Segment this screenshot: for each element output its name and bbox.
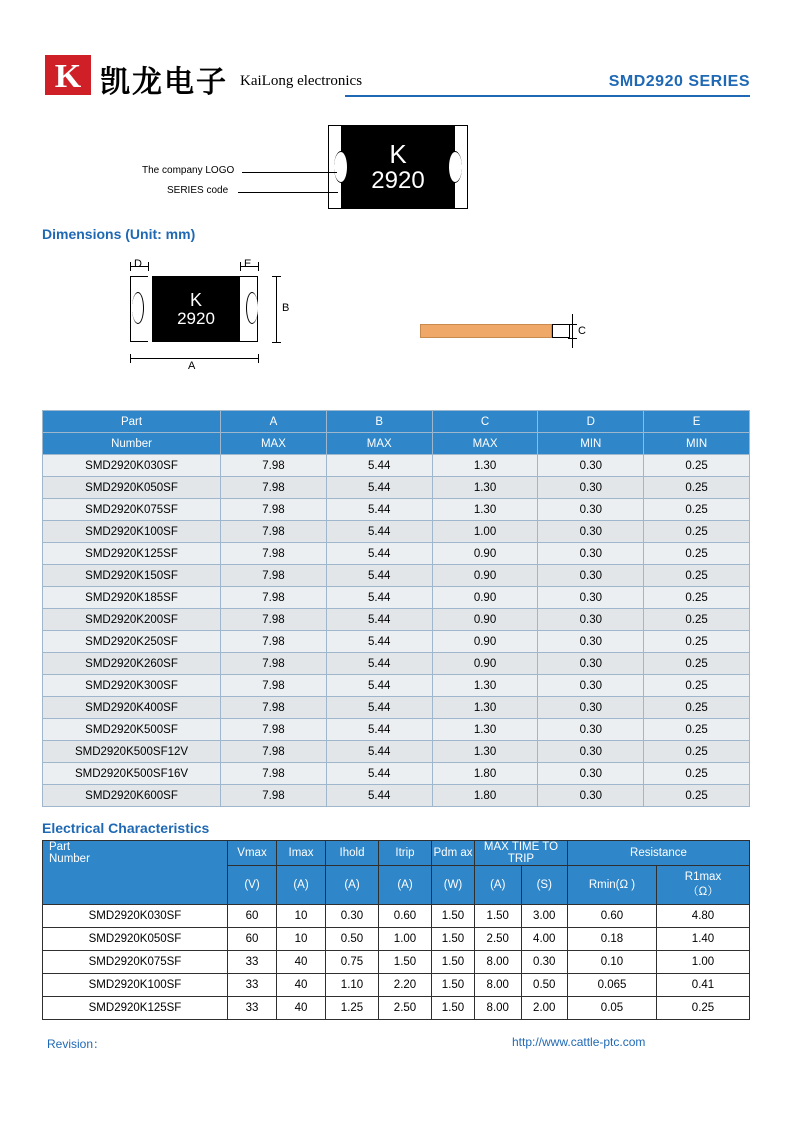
dim-cell-value: 0.30 [538, 741, 644, 763]
callout-line-logo [242, 172, 337, 173]
dim-label-a: A [188, 360, 196, 372]
dim-tick-a-right [258, 354, 259, 363]
elec-unit-r1max [657, 866, 750, 905]
elec-cell-value: 0.50 [326, 928, 379, 951]
elec-header-row-1 [43, 841, 750, 866]
elec-cell-value: 1.25 [326, 997, 379, 1020]
dim-cell-part-number: SMD2920K100SF [43, 521, 221, 543]
elec-cell-value: 0.60 [568, 905, 657, 928]
table-row [43, 653, 750, 675]
elec-header-resistance: Resistance [568, 841, 750, 866]
dim-cell-value: 0.90 [432, 543, 538, 565]
elec-cell-value: 1.50 [432, 997, 475, 1020]
dim-cell-part-number: SMD2920K075SF [43, 499, 221, 521]
dim-marking [152, 276, 240, 342]
dim-cell-value: 7.98 [221, 741, 327, 763]
table-row [43, 587, 750, 609]
elec-header-imax: Imax [277, 841, 326, 866]
dim-cell-value: 7.98 [221, 653, 327, 675]
dim-label-c: C [578, 325, 586, 337]
table-row [43, 477, 750, 499]
dim-cell-value: 0.30 [538, 631, 644, 653]
dim-cell-value: 5.44 [326, 543, 432, 565]
dimensions-side-view-drawing [420, 310, 590, 360]
dim-cell-part-number: SMD2920K050SF [43, 477, 221, 499]
elec-cell-part-number: SMD2920K075SF [43, 951, 228, 974]
dim-marking-series: 2920 [177, 308, 215, 328]
company-logo-icon: K [45, 55, 91, 99]
dim-header-b-max: MAX [326, 433, 432, 455]
table-row [43, 455, 750, 477]
dim-cell-part-number: SMD2920K185SF [43, 587, 221, 609]
dim-cell-value: 0.25 [644, 785, 750, 807]
dim-cell-value: 5.44 [326, 499, 432, 521]
dim-cell-value: 1.30 [432, 477, 538, 499]
dim-cell-part-number: SMD2920K500SF [43, 719, 221, 741]
device-top-view-drawing [328, 125, 468, 209]
website-link[interactable]: http://www.cattle-ptc.com [512, 1035, 646, 1049]
dim-cell-value: 0.30 [538, 763, 644, 785]
electrical-section-title: Electrical Characteristics [42, 820, 210, 836]
elec-cell-value: 8.00 [475, 974, 522, 997]
elec-cell-value: 0.10 [568, 951, 657, 974]
dim-cell-value: 0.30 [538, 455, 644, 477]
dim-cell-value: 5.44 [326, 763, 432, 785]
table-header-row-2 [43, 433, 750, 455]
elec-cell-value: 33 [228, 951, 277, 974]
elec-cell-value: 0.065 [568, 974, 657, 997]
dim-tick-c-bottom [568, 338, 577, 339]
dim-cell-value: 0.25 [644, 719, 750, 741]
dim-cell-value: 0.30 [538, 675, 644, 697]
dim-tick-d-left [130, 262, 131, 271]
dim-cell-value: 0.25 [644, 499, 750, 521]
elec-cell-value: 40 [277, 997, 326, 1020]
elec-cell-value: 40 [277, 974, 326, 997]
elec-cell-value: 0.25 [657, 997, 750, 1020]
dimensions-top-view-drawing [110, 258, 310, 372]
dim-header-d-min: MIN [538, 433, 644, 455]
table-header-row-1 [43, 411, 750, 433]
elec-cell-value: 60 [228, 905, 277, 928]
table-row [43, 763, 750, 785]
dim-cell-value: 0.25 [644, 565, 750, 587]
dim-cell-value: 0.90 [432, 631, 538, 653]
elec-cell-value: 4.80 [657, 905, 750, 928]
dim-cell-value: 5.44 [326, 741, 432, 763]
elec-cell-value: 1.50 [432, 928, 475, 951]
dim-cell-value: 0.30 [538, 521, 644, 543]
dim-cell-value: 0.25 [644, 697, 750, 719]
dim-cell-part-number: SMD2920K600SF [43, 785, 221, 807]
elec-cell-value: 60 [228, 928, 277, 951]
elec-cell-value: 1.00 [379, 928, 432, 951]
elec-cell-value: 33 [228, 974, 277, 997]
dim-cell-value: 0.25 [644, 477, 750, 499]
dim-cell-value: 7.98 [221, 719, 327, 741]
dim-header-a: A [221, 411, 327, 433]
elec-unit-imax: (A) [277, 866, 326, 905]
dim-cell-value: 5.44 [326, 653, 432, 675]
elec-cell-value: 40 [277, 951, 326, 974]
elec-header-ihold: Ihold [326, 841, 379, 866]
device-marking-series: 2920 [371, 167, 425, 195]
dim-cell-value: 0.90 [432, 587, 538, 609]
dim-cell-value: 5.44 [326, 609, 432, 631]
elec-cell-value: 0.30 [326, 905, 379, 928]
revision-label: Revision： [47, 1037, 106, 1051]
dim-cell-value: 5.44 [326, 477, 432, 499]
dim-cell-value: 7.98 [221, 543, 327, 565]
dim-cell-value: 5.44 [326, 697, 432, 719]
dim-cell-value: 0.25 [644, 521, 750, 543]
callout-company-logo: The company LOGO [142, 165, 235, 176]
dim-cell-value: 7.98 [221, 631, 327, 653]
page-footer [42, 1035, 750, 1057]
elec-cell-value: 3.00 [521, 905, 568, 928]
dim-header-c-max: MAX [432, 433, 538, 455]
elec-unit-ihold: (A) [326, 866, 379, 905]
dim-cell-value: 0.90 [432, 565, 538, 587]
elec-header-max-time-to-trip: MAX TIME TO TRIP [475, 841, 568, 866]
elec-unit-trip-s: (S) [521, 866, 568, 905]
dim-cell-value: 7.98 [221, 587, 327, 609]
series-title: SMD2920 SERIES [608, 73, 750, 90]
dim-cell-value: 0.25 [644, 741, 750, 763]
dim-cell-value: 5.44 [326, 565, 432, 587]
dim-cell-value: 0.30 [538, 499, 644, 521]
elec-cell-value: 2.20 [379, 974, 432, 997]
device-marking [328, 125, 468, 209]
dim-cell-value: 0.90 [432, 609, 538, 631]
elec-cell-value: 10 [277, 928, 326, 951]
dim-cell-part-number: SMD2920K500SF16V [43, 763, 221, 785]
electrical-table-body [43, 905, 750, 1020]
dim-cell-value: 0.25 [644, 455, 750, 477]
table-row [43, 521, 750, 543]
dim-cell-value: 5.44 [326, 631, 432, 653]
dim-cell-value: 5.44 [326, 455, 432, 477]
table-row [43, 609, 750, 631]
elec-cell-part-number: SMD2920K100SF [43, 974, 228, 997]
elec-header-itrip: Itrip [379, 841, 432, 866]
table-row [43, 697, 750, 719]
dim-cell-value: 7.98 [221, 675, 327, 697]
page-header [45, 55, 750, 107]
dim-header-e: E [644, 411, 750, 433]
dim-cell-value: 0.30 [538, 477, 644, 499]
dim-tick-b-top [272, 276, 281, 277]
elec-cell-value: 33 [228, 997, 277, 1020]
elec-cell-value: 2.50 [379, 997, 432, 1020]
table-row [43, 905, 750, 928]
dimensions-section-title: Dimensions (Unit: mm) [42, 226, 196, 242]
table-row [43, 543, 750, 565]
dim-tick-e-right [258, 262, 259, 271]
elec-header-part-line2: Number [49, 853, 90, 865]
elec-cell-value: 1.50 [379, 951, 432, 974]
elec-cell-value: 8.00 [475, 997, 522, 1020]
elec-header-pdmax: Pdm ax [432, 841, 475, 866]
table-row [43, 997, 750, 1020]
dim-cell-part-number: SMD2920K300SF [43, 675, 221, 697]
dim-cell-part-number: SMD2920K030SF [43, 455, 221, 477]
table-row [43, 499, 750, 521]
electrical-table [42, 840, 750, 1020]
dim-header-c: C [432, 411, 538, 433]
dim-cell-part-number: SMD2920K250SF [43, 631, 221, 653]
dim-cell-value: 5.44 [326, 785, 432, 807]
dim-cell-value: 0.30 [538, 785, 644, 807]
dim-tick-b-bottom [272, 342, 281, 343]
elec-cell-value: 2.50 [475, 928, 522, 951]
dim-cell-value: 7.98 [221, 477, 327, 499]
callout-line-series [238, 192, 338, 193]
table-row [43, 565, 750, 587]
dim-cell-part-number: SMD2920K200SF [43, 609, 221, 631]
dim-cell-value: 0.30 [538, 565, 644, 587]
dim-cell-value: 5.44 [326, 719, 432, 741]
dim-header-a-max: MAX [221, 433, 327, 455]
dim-cell-value: 1.30 [432, 741, 538, 763]
dim-tick-c-top [568, 324, 577, 325]
elec-unit-itrip: (A) [379, 866, 432, 905]
callout-series-code: SERIES code [167, 185, 229, 196]
dim-cell-value: 0.25 [644, 587, 750, 609]
elec-cell-value: 1.50 [432, 974, 475, 997]
dim-cell-value: 5.44 [326, 587, 432, 609]
dim-tick-d-right [148, 262, 149, 271]
dimensions-table [42, 410, 750, 807]
dim-marking-logo: K [189, 289, 202, 310]
side-view-body [420, 324, 552, 338]
table-row [43, 951, 750, 974]
table-row [43, 675, 750, 697]
dim-header-e-min: MIN [644, 433, 750, 455]
dim-cell-value: 0.30 [538, 609, 644, 631]
side-view-lead [552, 324, 570, 338]
dim-cell-value: 0.30 [538, 543, 644, 565]
dim-header-part: Part [43, 411, 221, 433]
dimensions-table-body [43, 455, 750, 807]
device-marking-logo: K [389, 138, 407, 169]
dim-cell-value: 1.30 [432, 719, 538, 741]
dim-label-e: E [244, 258, 252, 270]
elec-unit-r1max-line1: R1max [684, 871, 722, 883]
dim-label-b: B [282, 302, 290, 314]
dim-cell-part-number: SMD2920K150SF [43, 565, 221, 587]
dim-cell-value: 1.30 [432, 675, 538, 697]
elec-header-part [43, 841, 228, 905]
table-row [43, 928, 750, 951]
table-row [43, 741, 750, 763]
dim-cell-value: 0.30 [538, 719, 644, 741]
dim-cell-value: 5.44 [326, 521, 432, 543]
dim-cell-part-number: SMD2920K500SF12V [43, 741, 221, 763]
elec-cell-value: 1.40 [657, 928, 750, 951]
dim-cell-value: 7.98 [221, 455, 327, 477]
table-row [43, 785, 750, 807]
dim-cell-value: 0.90 [432, 653, 538, 675]
dim-cell-value: 5.44 [326, 675, 432, 697]
elec-cell-value: 8.00 [475, 951, 522, 974]
table-row [43, 719, 750, 741]
dim-tick-a-left [130, 354, 131, 363]
table-row [43, 974, 750, 997]
dim-cell-value: 0.25 [644, 543, 750, 565]
dim-notch-right [246, 292, 258, 324]
dim-cell-value: 0.30 [538, 587, 644, 609]
elec-unit-r1max-line2: （Ω） [687, 886, 719, 898]
table-row [43, 631, 750, 653]
elec-cell-value: 2.00 [521, 997, 568, 1020]
dim-cell-value: 7.98 [221, 609, 327, 631]
dim-header-number: Number [43, 433, 221, 455]
elec-cell-value: 0.50 [521, 974, 568, 997]
dim-cell-value: 1.30 [432, 697, 538, 719]
dim-cell-value: 7.98 [221, 521, 327, 543]
elec-cell-value: 1.50 [432, 905, 475, 928]
dim-line-c [572, 314, 573, 348]
dim-cell-value: 7.98 [221, 785, 327, 807]
elec-cell-value: 0.41 [657, 974, 750, 997]
dim-cell-value: 7.98 [221, 565, 327, 587]
dim-label-d: D [134, 258, 142, 270]
elec-cell-value: 1.50 [475, 905, 522, 928]
dim-cell-value: 1.30 [432, 455, 538, 477]
dim-cell-value: 7.98 [221, 697, 327, 719]
dim-cell-value: 0.30 [538, 653, 644, 675]
dim-line-b [276, 276, 277, 342]
dim-cell-part-number: SMD2920K125SF [43, 543, 221, 565]
dim-cell-value: 0.25 [644, 653, 750, 675]
elec-unit-vmax: (V) [228, 866, 277, 905]
dim-cell-value: 0.25 [644, 763, 750, 785]
elec-header-vmax: Vmax [228, 841, 277, 866]
dim-cell-value: 0.25 [644, 675, 750, 697]
elec-cell-part-number: SMD2920K125SF [43, 997, 228, 1020]
elec-cell-value: 0.30 [521, 951, 568, 974]
elec-cell-value: 0.60 [379, 905, 432, 928]
dim-header-d: D [538, 411, 644, 433]
elec-cell-value: 0.05 [568, 997, 657, 1020]
brand-name-en: KaiLong electronics [240, 73, 363, 89]
elec-cell-part-number: SMD2920K050SF [43, 928, 228, 951]
dim-cell-value: 7.98 [221, 499, 327, 521]
elec-cell-value: 1.00 [657, 951, 750, 974]
dim-notch-left [132, 292, 144, 324]
dim-cell-value: 1.80 [432, 763, 538, 785]
dim-cell-part-number: SMD2920K260SF [43, 653, 221, 675]
dim-cell-value: 0.25 [644, 631, 750, 653]
elec-unit-rmin: Rmin(Ω ) [568, 866, 657, 905]
elec-unit-pdmax: (W) [432, 866, 475, 905]
header-divider [345, 95, 750, 97]
elec-cell-value: 0.75 [326, 951, 379, 974]
elec-cell-part-number: SMD2920K030SF [43, 905, 228, 928]
dim-cell-value: 7.98 [221, 763, 327, 785]
elec-cell-value: 1.50 [432, 951, 475, 974]
elec-unit-trip-a: (A) [475, 866, 522, 905]
dim-cell-value: 1.30 [432, 499, 538, 521]
elec-header-part-line1: Part [49, 841, 71, 853]
dim-header-b: B [326, 411, 432, 433]
elec-cell-value: 10 [277, 905, 326, 928]
brand-name-cn: 凯龙电子 [100, 65, 228, 100]
elec-cell-value: 4.00 [521, 928, 568, 951]
dim-cell-value: 1.00 [432, 521, 538, 543]
dim-cell-value: 0.25 [644, 609, 750, 631]
dim-tick-e-left [240, 262, 241, 271]
dim-cell-value: 1.80 [432, 785, 538, 807]
dim-cell-value: 0.30 [538, 697, 644, 719]
dim-cell-part-number: SMD2920K400SF [43, 697, 221, 719]
elec-cell-value: 0.18 [568, 928, 657, 951]
elec-cell-value: 1.10 [326, 974, 379, 997]
dim-line-a [130, 358, 258, 359]
